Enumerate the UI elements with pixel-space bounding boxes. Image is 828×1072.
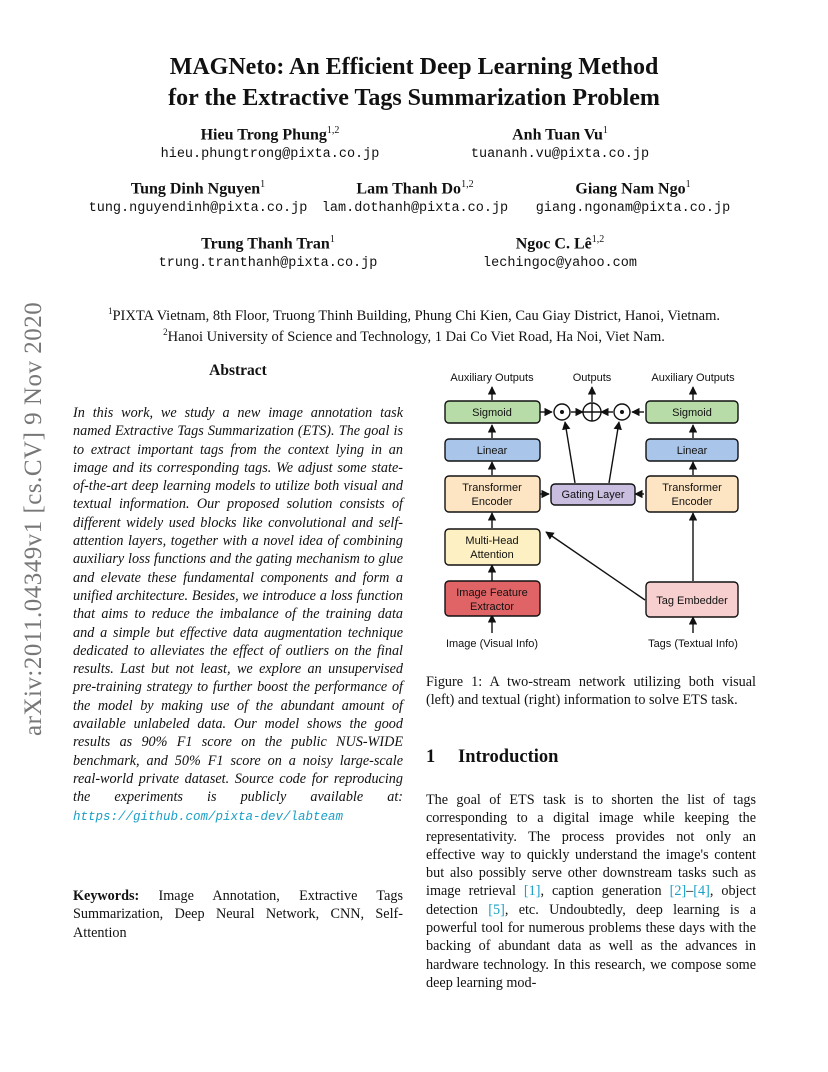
author-block [450,121,670,165]
sigmoid-right-label: Sigmoid [672,407,712,419]
author-email[interactable]: lechingoc@yahoo.com [483,256,637,272]
keywords [73,887,403,942]
abstract-heading: Abstract [209,362,267,379]
author-block [312,175,518,219]
affiliation-2: $^2$Hanoi University of Science and Technology, 1 Dai Co Viet Road, Ha Noi, Viet Nam. [163,327,665,345]
linear-left-label: Linear [476,445,508,457]
author-name: Lam Thanh Do$^{1,2}$ [356,179,474,198]
aux-outputs-right-label: Auxiliary Outputs [651,372,735,384]
paper-title [0,52,828,114]
author-email[interactable]: tung.nguyendinh@pixta.co.jp [88,201,308,217]
ife-label-2: Extractor [469,601,515,613]
section-number: 1 [426,747,436,767]
keywords-label: Keywords: [73,888,140,904]
author-name: Giang Nam Ngo$^1$ [575,179,691,198]
arxiv-stamp: arXiv:2011.04349v1 [cs.CV] 9 Nov 2020 [20,301,47,736]
arrow-gating-to-dot-left [565,422,575,483]
author-name: Hieu Trong Phung$^{1,2}$ [200,125,340,144]
author-block [470,230,650,274]
transformer-right-label: Transformer [662,482,722,494]
sigmoid-left-label: Sigmoid [472,407,512,419]
author-email[interactable]: tuananh.vu@pixta.co.jp [470,147,650,163]
author-name: Anh Tuan Vu$^1$ [512,125,608,144]
title-line-1: MAGNeto: An Efficient Deep Learning Method [169,54,659,80]
arrow-embedder-to-mha [546,532,645,600]
author-block [150,230,386,274]
title-line-2: for the Extractive Tags Summarization Problem [168,85,660,111]
arrow-gating-to-dot-right [609,422,619,483]
outputs-label: Outputs [572,372,612,384]
author-email[interactable]: trung.tranthanh@pixta.co.jp [158,256,378,272]
multihead-label-1: Multi-Head [465,535,519,547]
keywords-text: Image Annotation, Extractive Tags Summarization, Deep Neural Network, CNN, Self-Attention [73,888,403,941]
encoder-right-label: Encoder [671,496,713,508]
source-code-link[interactable]: https://github.com/pixta-dev/labteam [73,809,344,824]
author-block [528,175,738,219]
tags-input-label: Tags (Textual Info) [648,638,738,650]
author-name: Trung Thanh Tran$^1$ [201,234,335,253]
ife-label-1: Image Feature [456,587,528,599]
encoder-left-label: Encoder [471,496,513,508]
author-email[interactable]: lam.dothanh@pixta.co.jp [321,201,509,217]
author-email[interactable]: giang.ngonam@pixta.co.jp [535,201,731,217]
intro-paragraph: The goal of ETS task is to shorten the list of tags corresponding to a digital image while keeping the representativity. The process provides not only an effective way to quickly understand the image's content but also possibly serve other downstream tasks such as image retrieval [1], caption generation [2]–[4], object detection [5], etc. Undoubtedly, deep learning is a powerful tool for numerous problems these days with the backing of abundant data as well as the advances in hardware technology. In this research, we compose some deep learning mod- [426,792,757,991]
figure-caption: Figure 1: A two-stream network utilizing both visual (left) and textual (right) information to solve ETS task. [426,674,756,709]
affiliation-1: $^1$PIXTA Vietnam, 8th Floor, Truong Thinh Building, Phung Chi Kien, Cau Giay District, Hanoi, Vietnam. [107,306,721,324]
multihead-label-2: Attention [470,549,514,561]
citation-link[interactable]: [2] [669,883,687,900]
section-heading [426,747,558,768]
aux-outputs-left-label: Auxiliary Outputs [450,372,534,384]
architecture-diagram [428,365,756,655]
citation-link[interactable]: [1] [523,883,541,900]
gating-layer-label: Gating Layer [561,489,625,501]
citation-link[interactable]: [4] [693,883,710,900]
abstract-text: In this work, we study a new image annotation task named Extractive Tags Summarization (ETS). The goal is to extract important tags from the context lying in an image and its corresponding tags. We adjust some state-of-the-art deep learning models to utilize both visual and textual information. Our proposed solution consists of different widely used blocks like convolutional and self-attention layers, together with a novel idea of combining auxiliary loss functions and the gating mechanism to glue and elevate these fundamental components and form a unified architecture. Besides, we introduce a loss function that aims to reduce the imbalance of the training data and a simple but effective data augmentation technique dedicated to alleviates the effect of outliers on the final results. Last but not least, we explore an unsupervised pre-training strategy to further boost the performance of the model by making use of the abundant amount of available unlabeled data. Our model shows the good results as 90% F1 score on the public NUS-WIDE benchmark, and 50% F1 score on a noisy large-scale real-world private dataset. Source code for reproducing the experiments is publicly available at: https://github.com/pixta-dev/labteam [73,405,403,824]
author-block [150,121,390,165]
citation-link[interactable]: [5] [488,901,505,918]
image-input-label: Image (Visual Info) [445,638,539,650]
author-name: Tung Dinh Nguyen$^1$ [130,179,266,198]
transformer-left-label: Transformer [462,482,522,494]
author-email[interactable]: hieu.phungtrong@pixta.co.jp [160,147,380,163]
linear-right-label: Linear [676,445,708,457]
author-name: Ngoc C. Lê$^{1,2}$ [515,234,605,253]
author-block [78,175,318,219]
section-title: Introduction [458,747,559,767]
tag-embedder-label: Tag Embedder [656,595,728,607]
